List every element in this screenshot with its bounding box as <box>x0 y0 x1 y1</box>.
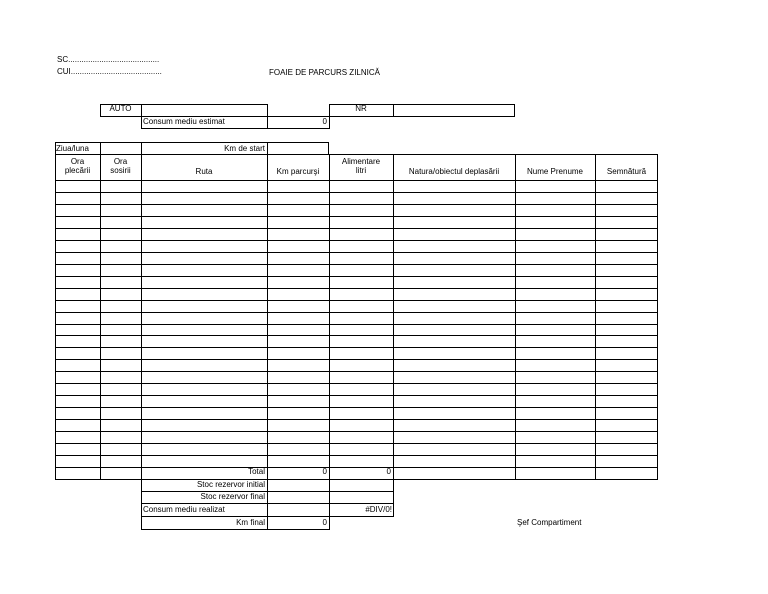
km-final-label: Km final <box>236 518 265 527</box>
col-nume-prenume: Nume Prenume <box>526 167 584 176</box>
table-row <box>55 407 658 408</box>
table-row <box>55 240 658 241</box>
nr-label: NR <box>355 104 367 113</box>
col-natura-deplasarii: Natura/obiectul deplasării <box>408 167 500 176</box>
table-row <box>55 300 658 301</box>
table-row <box>55 431 658 432</box>
col-km-parcursi: Km parcurşi <box>276 167 320 176</box>
stoc-final-label: Stoc rezervor final <box>200 492 265 501</box>
total-km-value: 0 <box>322 467 327 476</box>
page-title: FOAIE DE PARCURS ZILNICĂ <box>269 68 380 77</box>
col-semnatura: Semnătură <box>606 167 647 176</box>
company-sc-field: SC......................................... <box>57 55 160 64</box>
sef-compartiment-label: Şef Compartiment <box>517 518 582 527</box>
company-cui-field: CUI......................................... <box>57 67 162 76</box>
table-row <box>55 335 658 336</box>
table-row <box>55 276 658 277</box>
table-row <box>55 192 658 193</box>
table-row <box>55 359 658 360</box>
table-row <box>55 312 658 313</box>
table-row <box>55 252 658 253</box>
table-row <box>55 228 658 229</box>
table-row <box>55 324 658 325</box>
ziua-luna-label: Ziua/luna <box>56 144 89 153</box>
col-ruta: Ruta <box>195 167 213 176</box>
stoc-initial-label: Stoc rezervor initial <box>196 480 265 489</box>
consum-estimat-label: Consum mediu estimat <box>143 117 225 126</box>
table-row <box>55 443 658 444</box>
table-row <box>55 288 658 289</box>
table-row <box>55 264 658 265</box>
table-row <box>55 419 658 420</box>
consum-realizat-label: Consum mediu realizat <box>143 505 225 514</box>
total-litri-value: 0 <box>386 467 391 476</box>
table-row <box>55 216 658 217</box>
col-alimentare-litri: Alimentare litri <box>341 157 381 175</box>
total-label: Total <box>248 467 265 476</box>
auto-label: AUTO <box>109 104 132 113</box>
table-row <box>55 371 658 372</box>
table-row <box>55 395 658 396</box>
table-row <box>55 347 658 348</box>
consum-realizat-value: #DIV/0! <box>365 505 392 514</box>
table-row <box>55 455 658 456</box>
km-start-label: Km de start <box>224 144 265 153</box>
consum-estimat-value: 0 <box>322 117 327 126</box>
col-ora-sosirii: Ora sosirii <box>110 157 131 175</box>
col-ora-plecarii: Ora plecării <box>64 157 91 175</box>
table-row <box>55 383 658 384</box>
table-row <box>55 204 658 205</box>
km-final-value: 0 <box>322 518 327 527</box>
